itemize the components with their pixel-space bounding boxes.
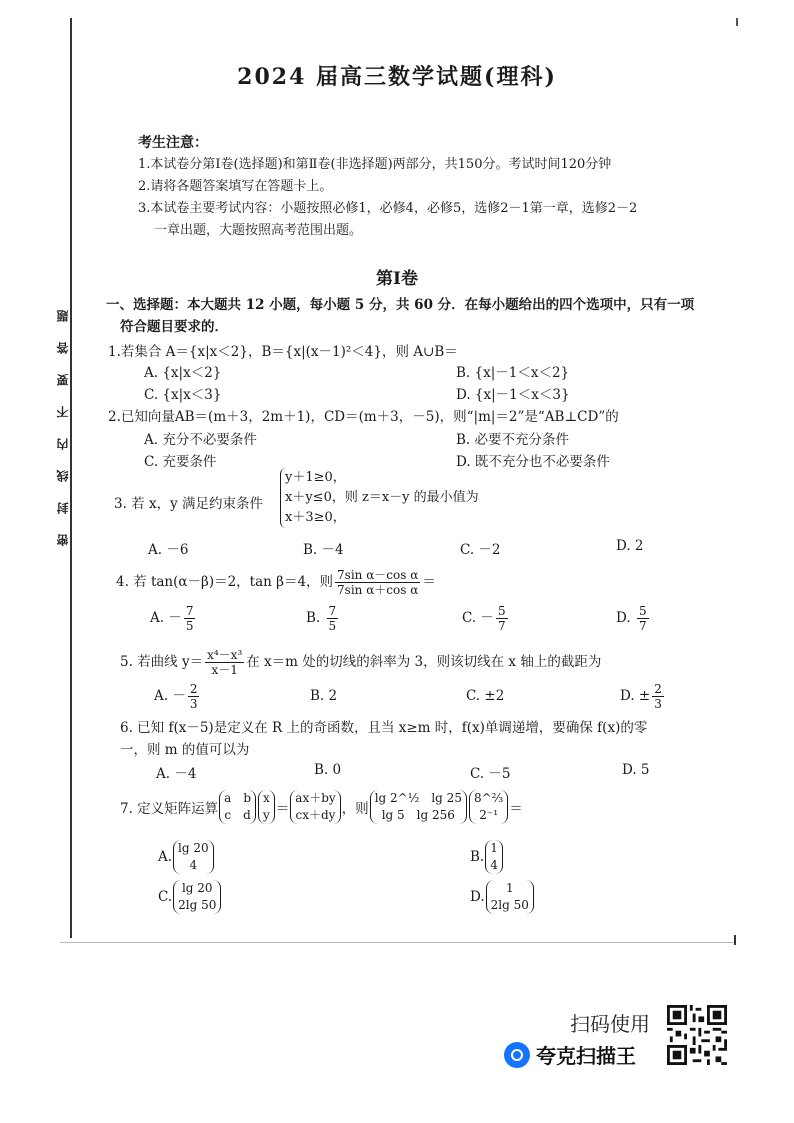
q3-option-d: D. 2 bbox=[616, 538, 644, 554]
binding-char: 封 bbox=[55, 502, 70, 514]
binding-char: 线 bbox=[55, 470, 70, 482]
q7-prefix: 7. 定义矩阵运算 bbox=[120, 801, 219, 817]
q5-option-label: D. ± bbox=[620, 688, 651, 704]
vec-cell: x bbox=[263, 791, 270, 805]
vec-cell: 1 bbox=[505, 881, 514, 895]
q5-option-b: B. 2 bbox=[310, 688, 338, 704]
quark-logo-icon bbox=[504, 1042, 530, 1068]
binding-char: 密 bbox=[55, 534, 70, 546]
vector-result bbox=[290, 790, 340, 824]
volume-heading: 第Ⅰ卷 bbox=[376, 269, 418, 289]
frac-den: 3 bbox=[189, 697, 198, 711]
frac-den: 7 bbox=[497, 619, 506, 633]
scan-to-use-text: 扫码使用 bbox=[570, 1012, 650, 1036]
vec-cell: 2lg 50 bbox=[178, 898, 217, 912]
frac-num: 2 bbox=[189, 682, 198, 696]
q4-denominator: 7sin α＋cos α bbox=[337, 583, 419, 597]
q3-option-c: C. －2 bbox=[460, 542, 501, 558]
vec-cell: y bbox=[263, 808, 270, 822]
notice-block bbox=[138, 132, 637, 242]
vec-cell: 2lg 50 bbox=[490, 898, 529, 912]
q4-option-label: C. － bbox=[462, 610, 494, 626]
corner-tick bbox=[736, 18, 738, 26]
q5-denominator: x－1 bbox=[211, 663, 238, 677]
vector-xy bbox=[258, 790, 275, 824]
q4-option-fraction bbox=[496, 604, 508, 633]
mat-cell: b bbox=[243, 791, 252, 805]
frac-num: 5 bbox=[497, 604, 506, 618]
frac-den: 7 bbox=[638, 619, 647, 633]
option-vector bbox=[486, 880, 534, 914]
section-heading bbox=[106, 294, 694, 338]
question-6-cont: 一，则 m 的值可以为 bbox=[120, 742, 250, 758]
mat-cell: c bbox=[224, 808, 232, 822]
binding-char: 内 bbox=[55, 438, 70, 450]
option-vector bbox=[173, 840, 214, 874]
q7-option-a bbox=[158, 840, 215, 874]
constraint-system bbox=[280, 468, 479, 528]
q7-option-label: D. bbox=[470, 889, 485, 905]
frac-num: 7 bbox=[185, 604, 194, 618]
brand-name: 夸克扫描王 bbox=[536, 1044, 636, 1068]
vec-cell: 2⁻¹ bbox=[479, 808, 498, 822]
vec-cell: 1 bbox=[490, 841, 498, 855]
section-line: 一、选择题：本大题共 12 小题，每小题 5 分，共 60 分．在每小题给出的四个选项中，只有一项 bbox=[106, 297, 695, 313]
question-5-stem bbox=[120, 648, 601, 677]
section-line: 符合题目要求的． bbox=[120, 319, 228, 335]
q5-option-a bbox=[154, 682, 201, 711]
constraint-line: x＋y≤0，则 z＝x－y 的最小值为 bbox=[285, 490, 479, 505]
question-7-stem bbox=[120, 790, 523, 824]
option-vector bbox=[485, 840, 503, 874]
notice-item: 3.本试卷主要考试内容：小题按照必修1，必修4，必修5，选修2－1第一章，选修2－2 bbox=[138, 201, 638, 216]
q6-option-a: A. －4 bbox=[156, 766, 197, 782]
q6-option-d: D. 5 bbox=[622, 762, 650, 778]
frac-den: 5 bbox=[328, 619, 337, 633]
q2-option-d: D. 既不充分也不必要条件 bbox=[456, 454, 610, 470]
question-4-stem bbox=[116, 568, 436, 597]
mat-cell: lg 25 bbox=[431, 791, 462, 805]
question-6-stem: 6. 已知 f(x－5)是定义在 R 上的奇函数，且当 x≥m 时，f(x)单调递增，要确保 f(x)的零 bbox=[120, 720, 648, 736]
q4-prefix: 4. 若 tan(α－β)＝2，tan β＝4，则 bbox=[116, 574, 334, 590]
constraint-line: y＋1≥0， bbox=[285, 470, 346, 485]
mat-cell: a bbox=[224, 791, 232, 805]
vec-cell: 4 bbox=[490, 858, 498, 872]
vec-cell: 8^⅔ bbox=[473, 791, 504, 805]
mat-cell: d bbox=[243, 808, 251, 822]
q7-option-b bbox=[470, 840, 504, 874]
qr-code-icon[interactable] bbox=[667, 1005, 727, 1065]
q5-numerator: x⁴－x³ bbox=[207, 648, 243, 662]
question-2-stem: 2.已知向量AB＝(m＋3，2m＋1)，CD＝(m＋3，－5)，则“|m|＝2”是“AB⊥CD”的 bbox=[108, 409, 619, 425]
notice-item: 1.本试卷分第Ⅰ卷(选择题)和第Ⅱ卷(非选择题)两部分，共150分。考试时间120分钟 bbox=[138, 157, 612, 172]
corner-tick bbox=[734, 935, 736, 945]
q7-option-c bbox=[158, 880, 222, 914]
q7-eq: ＝ bbox=[275, 801, 290, 817]
q7-option-label: B. bbox=[470, 849, 485, 865]
q3-option-b: B. －4 bbox=[303, 542, 344, 558]
q5-suffix: 在 x＝m 处的切线的斜率为 3，则该切线在 x 轴上的截距为 bbox=[246, 654, 602, 670]
vec-cell: 4 bbox=[189, 858, 198, 872]
q5-option-c: C. ±2 bbox=[466, 688, 505, 704]
vec-cell: lg 20 bbox=[181, 881, 213, 895]
notice-item: 2.请将各题答案填写在答题卡上。 bbox=[138, 179, 333, 194]
q7-option-d bbox=[470, 880, 535, 914]
q2-option-c: C. 充要条件 bbox=[144, 454, 217, 470]
q5-fraction bbox=[205, 648, 244, 677]
q4-option-d bbox=[616, 604, 651, 633]
notice-item: 一章出题，大题按照高考范围出题。 bbox=[154, 223, 363, 238]
q4-option-label: A. － bbox=[150, 610, 182, 626]
q1-option-a: A. {x|x＜2} bbox=[144, 365, 222, 381]
q4-option-c bbox=[462, 604, 510, 633]
q4-numerator: 7sin α－cos α bbox=[337, 568, 419, 582]
vector-powers bbox=[469, 790, 508, 824]
mat-cell: lg 5 bbox=[381, 808, 405, 822]
matrix-abcd bbox=[219, 790, 256, 824]
matrix-lg bbox=[370, 790, 467, 824]
q4-option-fraction bbox=[637, 604, 649, 633]
q5-option-fraction bbox=[652, 682, 664, 711]
q6-option-c: C. －5 bbox=[470, 766, 511, 782]
constraint-line: x＋3≥0， bbox=[285, 510, 346, 525]
q3-option-a: A. －6 bbox=[148, 542, 189, 558]
scanner-brand bbox=[504, 1040, 636, 1069]
q4-option-label: B. bbox=[306, 610, 325, 626]
q6-option-b: B. 0 bbox=[314, 762, 342, 778]
q7-option-label: A. bbox=[158, 849, 173, 865]
vec-cell: ax＋by bbox=[295, 791, 336, 805]
question-3-stem: 3. 若 x，y 满足约束条件 bbox=[114, 496, 263, 512]
binding-text bbox=[52, 300, 72, 556]
q7-mid: ，则 bbox=[341, 801, 369, 817]
page-bottom-rule bbox=[60, 942, 736, 943]
mat-cell: lg 2^½ bbox=[374, 791, 420, 805]
q7-option-label: C. bbox=[158, 889, 173, 905]
mat-cell: lg 256 bbox=[416, 808, 455, 822]
notice-heading: 考生注意： bbox=[138, 135, 208, 151]
frac-num: 5 bbox=[638, 604, 647, 618]
vec-cell: cx＋dy bbox=[295, 808, 336, 822]
vec-cell: lg 20 bbox=[178, 841, 209, 855]
binding-char: 要 bbox=[55, 374, 70, 386]
q5-prefix: 5. 若曲线 y＝ bbox=[120, 654, 204, 670]
q5-option-fraction bbox=[188, 682, 200, 711]
q4-option-fraction bbox=[327, 604, 339, 633]
q4-option-fraction bbox=[184, 604, 196, 633]
binding-char: 答 bbox=[55, 342, 70, 354]
frac-den: 5 bbox=[185, 619, 194, 633]
frac-num: 7 bbox=[328, 604, 337, 618]
q1-option-b: B. {x|－1＜x＜2} bbox=[456, 365, 570, 381]
q5-option-d bbox=[620, 682, 666, 711]
exam-title: 2024 届高三数学试题(理科) bbox=[237, 64, 557, 90]
frac-num: 2 bbox=[654, 682, 662, 696]
q5-option-label: A. － bbox=[154, 688, 186, 704]
q7-suffix: ＝ bbox=[509, 801, 523, 817]
q2-option-b: B. 必要不充分条件 bbox=[456, 432, 570, 448]
q2-option-a: A. 充分不必要条件 bbox=[144, 432, 257, 448]
frac-den: 3 bbox=[654, 697, 662, 711]
q4-fraction bbox=[335, 568, 420, 597]
q4-option-label: D. bbox=[616, 610, 635, 626]
question-1-stem: 1.若集合 A＝{x|x＜2}，B＝{x|(x－1)²＜4}，则 A∪B＝ bbox=[108, 344, 458, 360]
q4-suffix: ＝ bbox=[422, 574, 436, 590]
q4-option-a bbox=[150, 604, 197, 633]
q4-option-b bbox=[306, 604, 340, 633]
binding-char: 题 bbox=[55, 310, 70, 322]
q1-option-d: D. {x|－1＜x＜3} bbox=[456, 387, 570, 403]
binding-char: 不 bbox=[55, 406, 70, 418]
option-vector bbox=[173, 880, 221, 914]
q1-option-c: C. {x|x＜3} bbox=[144, 387, 222, 403]
